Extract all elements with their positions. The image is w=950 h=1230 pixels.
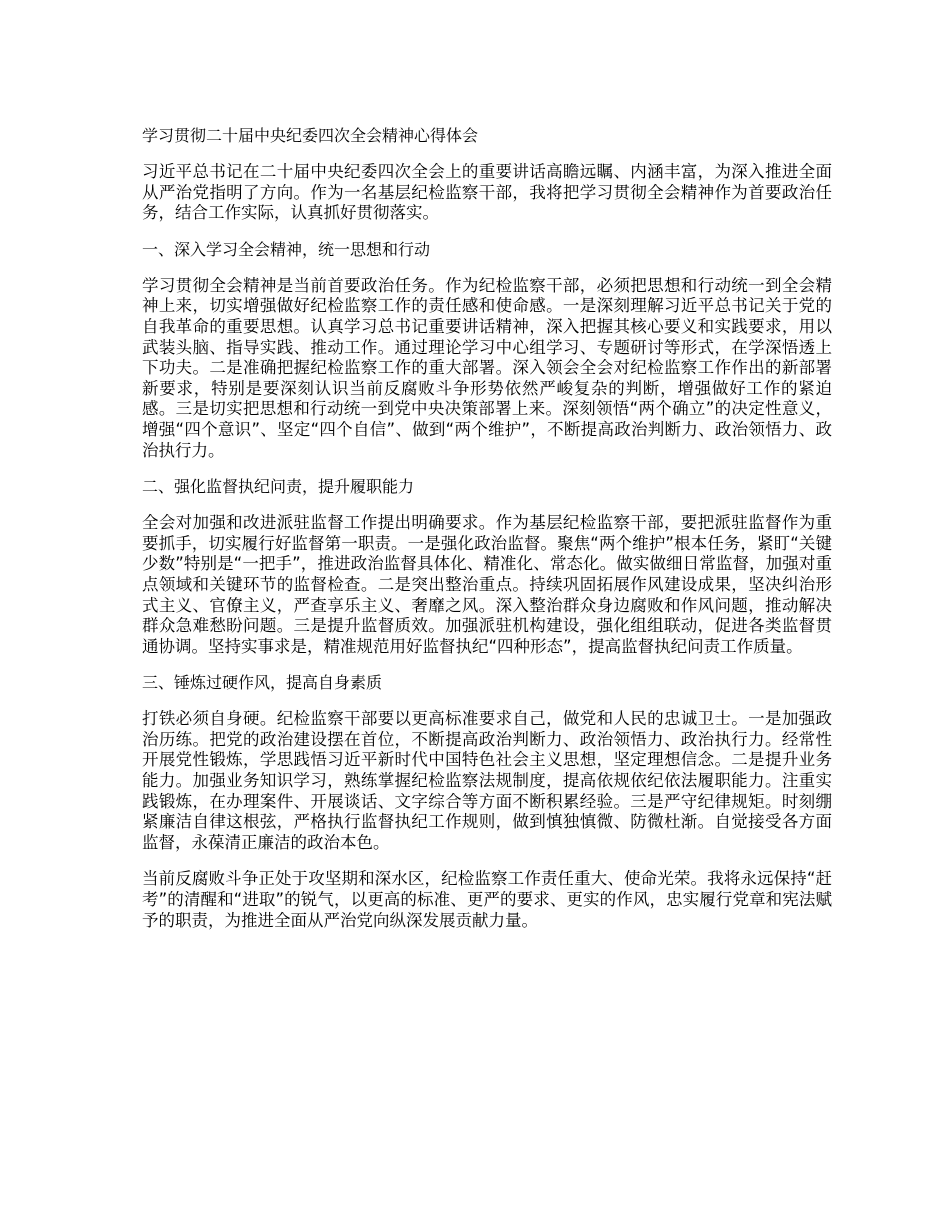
section-1-body: 学习贯彻全会精神是当前首要政治任务。作为纪检监察干部，必须把思想和行动统一到全会精神上来，切实增强做好纪检监察工作的责任感和使命感。一是深刻理解习近平总书记关于党的自我革命的重要思想。认真学习总书记重要讲话精神，深入把握其核心要义和实践要求，用以武装头脑、指导实践、推动工作。通过理论学习中心组学习、专题研讨等形式，在学深悟透上下功夫。二是准确把握纪检监察工作的重大部署。深入领会全会对纪检监察工作作出的新部署新要求，特别是要深刻认识当前反腐败斗争形势依然严峻复杂的判断，增强做好工作的紧迫感。三是切实把思想和行动统一到党中央决策部署上来。深刻领悟“两个确立”的决定性意义，增强“四个意识”、坚定“四个自信”、做到“两个维护”，不断提高政治判断力、政治领悟力、政治执行力。 [142,275,832,460]
section-1-heading: 一、深入学习全会精神，统一思想和行动 [142,239,431,259]
document-title: 学习贯彻二十届中央纪委四次全会精神心得体会 [142,126,479,145]
document-page [142,126,832,947]
intro-paragraph: 习近平总书记在二十届中央纪委四次全会上的重要讲话高瞻远瞩、内涵丰富，为深入推进全面从严治党指明了方向。作为一名基层纪检监察干部，我将把学习贯彻全会精神作为首要政治任务，结合工作实际，认真抓好贯彻落实。 [142,162,832,223]
section-3-heading: 三、锤炼过硬作风，提高自身素质 [142,673,383,693]
conclusion-paragraph: 当前反腐败斗争正处于攻坚期和深水区，纪检监察工作责任重大、使命光荣。我将永远保持“赶考”的清醒和“进取”的锐气，以更高的标准、更严的要求、更实的作风，忠实履行党章和宪法赋予的职责，为推进全面从严治党向纵深发展贡献力量。 [142,869,832,930]
section-2-body: 全会对加强和改进派驻监督工作提出明确要求。作为基层纪检监察干部，要把派驻监督作为重要抓手，切实履行好监督第一职责。一是强化政治监督。聚焦“两个维护”根本任务，紧盯“关键少数”特别是“一把手”，推进政治监督具体化、精准化、常态化。做实做细日常监督，加强对重点领域和关键环节的监督检查。二是突出整治重点。持续巩固拓展作风建设成果，坚决纠治形式主义、官僚主义，严查享乐主义、奢靡之风。深入整治群众身边腐败和作风问题，推动解决群众急难愁盼问题。三是提升监督质效。加强派驻机构建设，强化组组联动，促进各类监督贯通协调。坚持实事求是，精准规范用好监督执纪“四种形态”，提高监督执纪问责工作质量。 [142,513,832,656]
section-3-body: 打铁必须自身硬。纪检监察干部要以更高标准要求自己，做党和人民的忠诚卫士。一是加强政治历练。把党的政治建设摆在首位，不断提高政治判断力、政治领悟力、政治执行力。经常性开展党性锻炼，学思践悟习近平新时代中国特色社会主义思想，坚定理想信念。二是提升业务能力。加强业务知识学习，熟练掌握纪检监察法规制度，提高依规依纪依法履职能力。注重实践锻炼，在办理案件、开展谈话、文字综合等方面不断积累经验。三是严守纪律规矩。时刻绷紧廉洁自律这根弦，严格执行监督执纪工作规则，做到慎独慎微、防微杜渐。自觉接受各方面监督，永葆清正廉洁的政治本色。 [142,709,832,852]
section-2-heading: 二、强化监督执纪问责，提升履职能力 [142,477,415,497]
